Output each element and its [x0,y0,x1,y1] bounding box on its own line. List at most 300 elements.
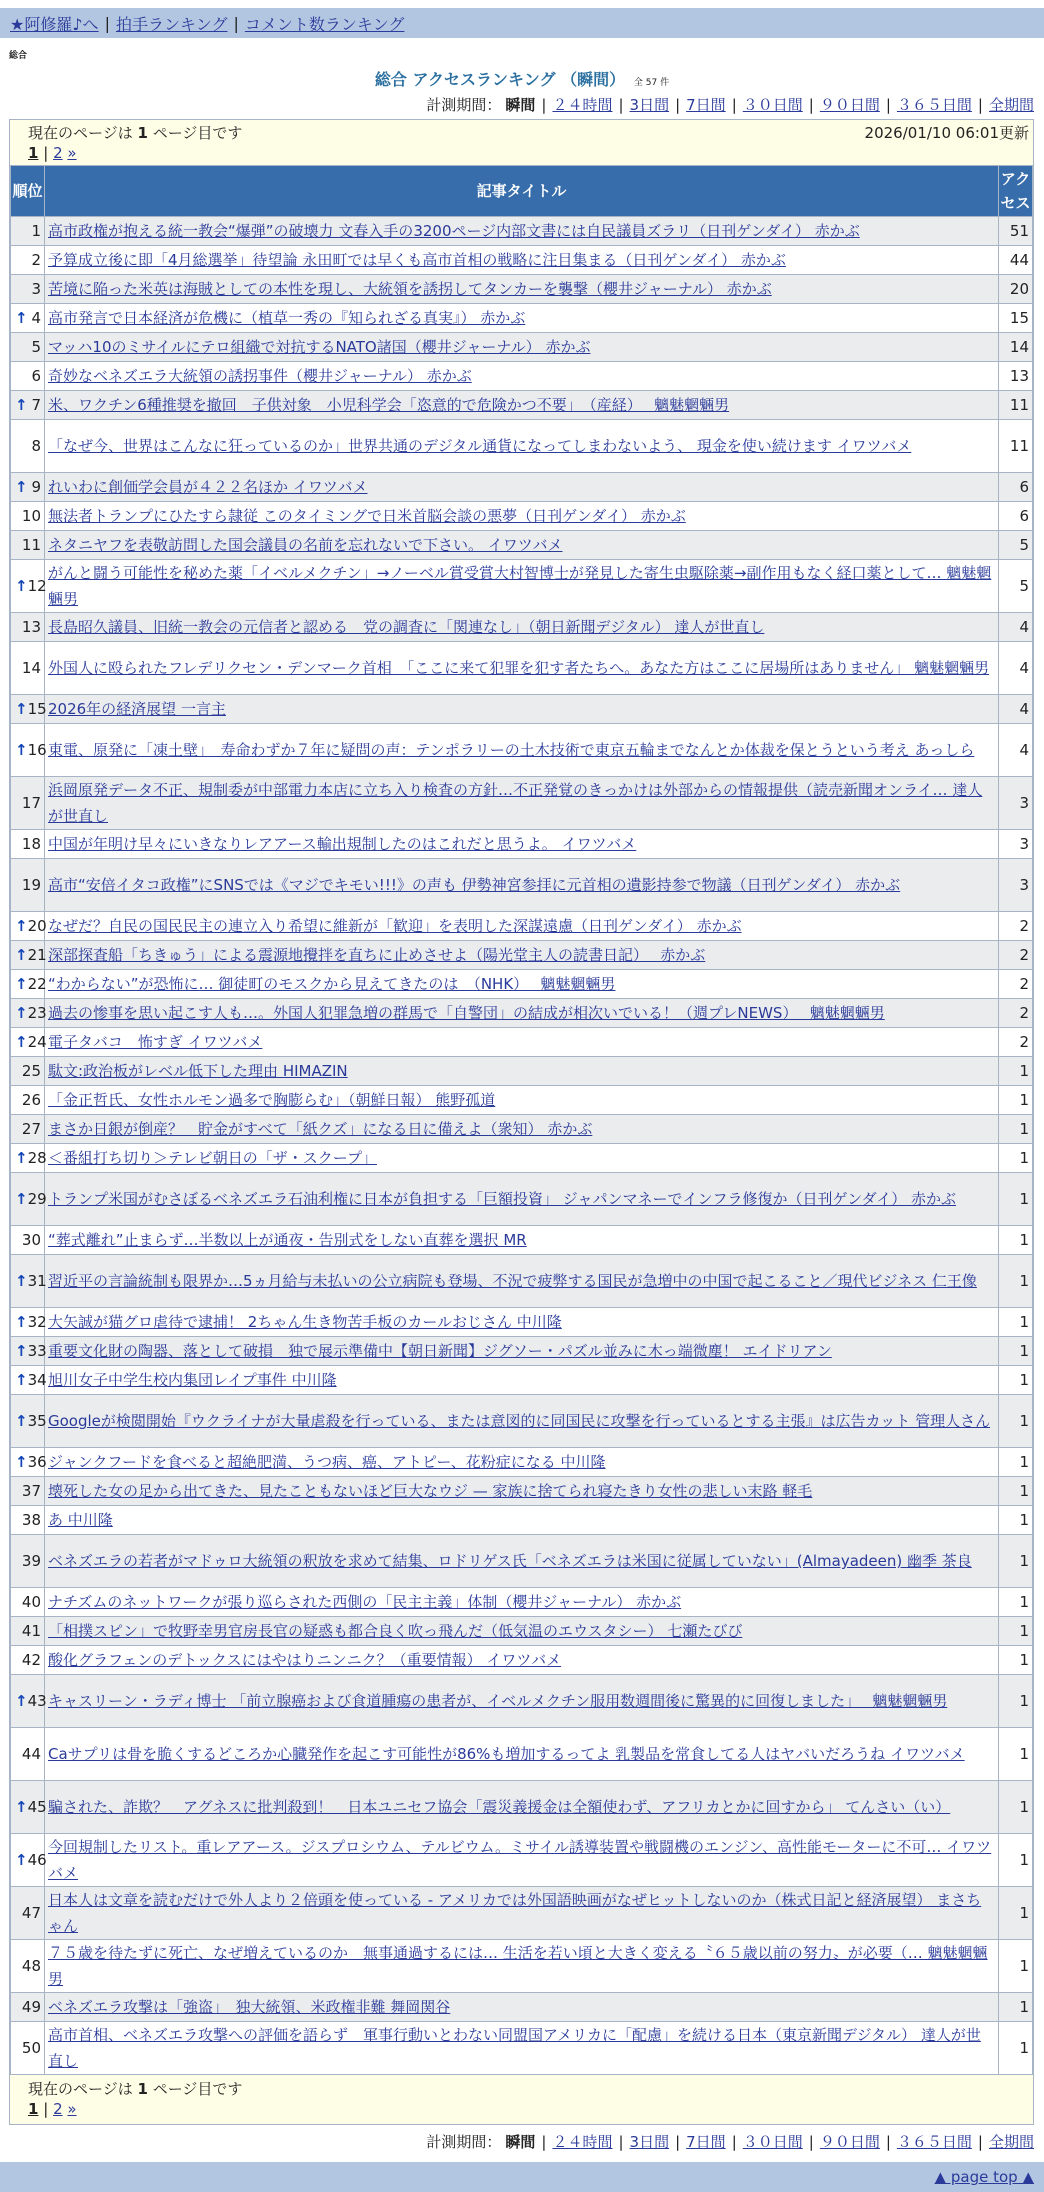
article-link[interactable]: 奇妙なベネズエラ大統領の誘拐事件（櫻井ジャーナル） 赤かぶ [48,367,472,385]
article-link[interactable]: 騙された、詐欺？ アグネスに批判殺到！ 日本ユニセフ協会「震災義援金は全額使わず、アフリカとかに回すから」 てんさい（い） [48,1798,951,1816]
rank-cell [11,304,45,333]
rank-number: 12 [27,577,47,595]
period-selector [0,94,1034,115]
table-row [11,275,1033,304]
table-row [11,1337,1033,1366]
pagination: 1 | 2 » [28,144,77,162]
section-label: 総合 [9,51,28,61]
table-row [11,1448,1033,1477]
table-row [11,941,1033,970]
rank-cell [11,333,45,362]
rank-cell [11,246,45,275]
article-link[interactable]: 無法者トランプにひたすら隷従 このタイミングで日米首脳会談の悪夢（日刊ゲンダイ） 赤かぶ [48,507,686,525]
article-link[interactable]: Caサプリは骨を脆くするどころか心臓発作を起こす可能性が86%も増加するってよ 乳製品を常食してる人はヤバいだろうね イワツバメ [48,1745,965,1763]
access-count: 2 [999,941,1033,970]
table-row [11,970,1033,999]
period-separator: | [808,96,814,114]
table-row [11,420,1033,473]
title-cell [45,970,999,999]
article-link[interactable]: ナチズムのネットワークが張り巡らされた西側の「民主主義」体制（櫻井ジャーナル） 赤かぶ [48,1593,682,1611]
period-link[interactable]: ３０日間 [742,96,803,114]
title-cell [45,304,999,333]
rank-up-arrow-icon: ↑ [15,1342,28,1360]
period-current: 瞬間 [505,96,536,114]
rank-up-arrow-icon: ↑ [15,946,28,964]
period-separator: | [977,96,983,114]
table-row [11,1588,1033,1617]
title-cell [45,1506,999,1535]
table-row [11,1646,1033,1675]
access-count: 1 [999,1588,1033,1617]
table-row [11,1940,1033,1993]
access-count: 1 [999,1144,1033,1173]
title-cell [45,1535,999,1588]
rank-number: 1 [31,222,41,240]
title-cell [45,1395,999,1448]
rank-number: 45 [27,1798,47,1816]
nav-link-comment-ranking[interactable]: コメント数ランキング [244,14,405,34]
rank-cell [11,859,45,912]
updated-timestamp: 2026/01/10 06:01更新 [864,124,1029,142]
page-current: 1 [28,144,39,162]
access-count: 44 [999,246,1033,275]
rank-number: 19 [21,876,41,894]
article-link[interactable]: 2026年の経済展望 一言主 [48,700,226,718]
title-cell [45,1448,999,1477]
rank-number: 30 [21,1231,41,1249]
rank-cell [11,1728,45,1781]
article-link[interactable]: Googleが検閲開始『ウクライナが大量虐殺を行っている、または意図的に同国民に攻撃を行っているとする主張』は広告カット 管理人さん [48,1412,991,1430]
access-count: 1 [999,1057,1033,1086]
article-link[interactable]: 高市首相、ベネズエラ攻撃への評価を語らず 軍事行動いとわない同盟国アメリカに「配慮」を続ける日本（東京新聞デジタル） 達人が世直し [48,2026,981,2070]
rank-number: 18 [21,835,41,853]
access-count: 1 [999,1255,1033,1308]
table-row [11,1115,1033,1144]
access-count: 1 [999,1115,1033,1144]
title-cell [45,1115,999,1144]
title-cell [45,1028,999,1057]
page-link-2[interactable]: 2 [53,2100,63,2118]
period-label: 計測期間： [426,96,502,114]
rank-cell [11,613,45,642]
table-row [11,531,1033,560]
rank-cell [11,912,45,941]
period-link[interactable]: 全期間 [988,2133,1034,2151]
rank-cell [11,473,45,502]
access-count: 1 [999,1535,1033,1588]
rank-number: 41 [21,1622,41,1640]
page-link-2[interactable]: 2 [53,144,63,162]
rank-number: 31 [27,1272,47,1290]
access-count: 3 [999,830,1033,859]
rank-number: 43 [27,1692,47,1710]
page-indicator: 現在のページは 1 ページ目です [28,124,243,142]
article-link[interactable]: “わからない”が恐怖に… 御徒町のモスクから見えてきたのは （NHK） 魑魅魍魎男 [48,975,616,993]
rank-number: 9 [31,478,41,496]
article-link[interactable]: 習近平の言論統制も限界か…5ヵ月給与未払いの公立病院も登場、不況で疲弊する国民が急増中の中国で起こること／現代ビジネス 仁王像 [48,1272,977,1290]
period-separator: | [675,2133,681,2151]
access-count: 1 [999,1728,1033,1781]
rank-number: 44 [21,1745,41,1763]
article-link[interactable]: 旭川女子中学生校内集団レイプ事件 中川隆 [48,1371,337,1389]
table-row [11,1395,1033,1448]
title-cell [45,1366,999,1395]
article-link[interactable]: 大矢誠が猫グロ虐待で逮捕！ 2ちゃん生き物苦手板のカールおじさん 中川隆 [48,1313,562,1331]
title-cell [45,999,999,1028]
rank-up-arrow-icon: ↑ [15,1313,28,1331]
period-selector-bottom [0,2131,1034,2152]
rank-cell [11,391,45,420]
title-cell [45,1308,999,1337]
title-cell [45,2022,999,2075]
title-cell [45,1675,999,1728]
table-row [11,1887,1033,1940]
article-link[interactable]: 「金正哲氏、女性ホルモン過多で胸膨らむ」（朝鮮日報） 熊野孤道 [48,1091,496,1109]
access-count: 11 [999,391,1033,420]
article-link[interactable]: 過去の惨事を思い起こす人も…。外国人犯罪急増の群馬で「自警団」の結成が相次いでいる！（週プレNEWS） 魑魅魍魎男 [48,1004,885,1022]
rank-number: 17 [21,794,41,812]
access-count: 4 [999,695,1033,724]
rank-cell [11,1535,45,1588]
nav-separator: | [104,13,110,33]
access-count: 4 [999,724,1033,777]
rank-number: 15 [27,700,47,718]
title-cell [45,420,999,473]
article-link[interactable]: 浜岡原発データ不正、規制委が中部電力本店に立ち入り検査の方針…不正発覚のきっかけは外部からの情報提供（読売新聞オンライ… 達人が世直し [48,781,983,825]
access-count: 5 [999,531,1033,560]
article-link[interactable]: 予算成立後に即「4月総選挙」待望論 永田町では早くも高市首相の戦略に注目集まる（日刊ゲンダイ） 赤かぶ [48,251,786,269]
rank-cell [11,830,45,859]
access-count: 5 [999,560,1033,613]
period-link[interactable]: 7日間 [686,96,726,114]
article-link[interactable]: 長島昭久議員、旧統一教会の元信者と認める 党の調査に「関連なし」（朝日新聞デジタル） 達人が世直し [48,618,765,636]
table-row [11,304,1033,333]
article-link[interactable]: 高市発言で日本経済が危機に（植草一秀の『知られざる真実』） 赤かぶ [48,309,526,327]
period-link[interactable]: ３６５日間 [896,2133,972,2151]
rank-cell [11,1086,45,1115]
title-cell [45,391,999,420]
period-separator: | [675,96,681,114]
period-separator: | [808,2133,814,2151]
rank-cell [11,1057,45,1086]
rank-up-arrow-icon: ↑ [15,1412,28,1430]
access-count: 15 [999,304,1033,333]
article-link[interactable]: 中国が年明け早々にいきなりレアアース輸出規制したのはこれだと思うよ。 イワツバメ [48,835,637,853]
period-link[interactable]: ９０日間 [819,2133,880,2151]
access-count: 14 [999,333,1033,362]
rank-number: 27 [21,1120,41,1138]
article-link[interactable]: あ 中川隆 [48,1511,113,1529]
rank-number: 32 [27,1313,47,1331]
period-link[interactable]: ３０日間 [742,2133,803,2151]
article-link[interactable]: 高市政権が抱える統一教会“爆弾”の破壊力 文春入手の3200ページ内部文書には自民議員ズラリ（日刊ゲンダイ） 赤かぶ [48,222,860,240]
ranking-container [9,119,1034,2125]
access-count: 6 [999,502,1033,531]
table-row [11,999,1033,1028]
article-link[interactable]: キャスリーン・ラディ博士 「前立腺癌および食道腫瘍の患者が、イベルメクチン服用数週間後に驚異的に回復しました」 魑魅魍魎男 [48,1692,948,1710]
rank-number: 25 [21,1062,41,1080]
header-rank: 順位 [11,166,45,217]
rank-number: 13 [21,618,41,636]
access-count: 4 [999,642,1033,695]
footer-bar [0,2162,1044,2192]
rank-number: 22 [27,975,47,993]
article-link[interactable]: ７５歳を待たずに死亡、なぜ増えているのか 無事通過するには… 生活を若い頃と大きく変える〝６５歳以前の努力〟が必要（… 魑魅魍魎男 [48,1944,988,1988]
access-count: 51 [999,217,1033,246]
ranking-title: 総合 アクセスランキング （瞬間） [374,70,626,89]
nav-separator: | [233,13,239,33]
period-separator: | [618,2133,624,2151]
rank-number: 11 [21,536,41,554]
access-count: 1 [999,1448,1033,1477]
rank-number: 50 [21,2039,41,2057]
period-separator: | [541,2133,547,2151]
table-row [11,695,1033,724]
rank-number: 46 [27,1851,47,1869]
article-link[interactable]: なぜだ？自民の国民民主の連立入り希望に維新が「歓迎」を表明した深謀遠慮（日刊ゲンダイ） 赤かぶ [48,917,742,935]
rank-up-arrow-icon: ↑ [15,975,28,993]
page-next-link[interactable]: » [67,2100,77,2118]
access-count: 1 [999,1993,1033,2022]
rank-number: 6 [31,367,41,385]
table-row [11,830,1033,859]
table-row [11,1993,1033,2022]
title-cell [45,560,999,613]
article-link[interactable]: 壊死した女の足から出てきた、見たこともないほど巨大なウジ — 家族に捨てられ寝たきり女性の悲しい末路 軽毛 [48,1482,813,1500]
period-separator: | [731,2133,737,2151]
rank-number: 26 [21,1091,41,1109]
rank-number: 14 [21,659,41,677]
rank-number: 36 [27,1453,47,1471]
table-row [11,1086,1033,1115]
rank-cell [11,724,45,777]
access-count: 1 [999,1781,1033,1834]
page-next-link[interactable]: » [67,144,77,162]
access-count: 2 [999,912,1033,941]
table-row [11,642,1033,695]
rank-number: 34 [27,1371,47,1389]
access-count: 1 [999,1395,1033,1448]
title-cell [45,1781,999,1834]
ranking-title-row [0,67,1044,90]
rank-number: 33 [27,1342,47,1360]
article-link[interactable]: 米、ワクチン6種推奨を撤回 子供対象 小児科学会「恣意的で危険かつ不要」 （産経） 魑魅魍魎男 [48,396,730,414]
table-row [11,1144,1033,1173]
period-link[interactable]: ９０日間 [819,96,880,114]
header-title: 記事タイトル [45,166,999,217]
rank-number: 42 [21,1651,41,1669]
rank-cell [11,1255,45,1308]
article-link[interactable]: 駄文:政治板がレベル低下した理由 HIMAZIN [48,1062,348,1080]
access-count: 1 [999,1617,1033,1646]
article-link[interactable]: 日本人は文章を読むだけで外人より２倍頭を使っている - アメリカでは外国語映画がなぜヒットしないのか（株式日記と経済展望） まさちゃん [48,1891,982,1935]
period-separator: | [618,96,624,114]
title-cell [45,531,999,560]
article-link[interactable]: 東電、原発に「凍土壁」 寿命わずか７年に疑問の声：テンポラリーの土木技術で東京五輪までなんとか体裁を保とうという考え あっしら [48,741,975,759]
article-link[interactable]: 「相撲スピン」で牧野幸男官房長官の疑惑も都合良く吹っ飛んだ（低気温のエウスタシー） 七瀬たびび [48,1622,743,1640]
rank-up-arrow-icon: ↑ [15,1033,28,1051]
article-link[interactable]: がんと闘う可能性を秘めた薬「イベルメクチン」→ノーベル賞受賞大村智博士が発見した寄生虫駆除薬→副作用もなく経口薬として… 魑魅魍魎男 [48,564,992,608]
rank-cell [11,217,45,246]
access-count: 20 [999,275,1033,304]
period-link[interactable]: 全期間 [988,96,1034,114]
rank-cell [11,531,45,560]
title-cell [45,1086,999,1115]
article-link[interactable]: れいわに創価学会員が４２２名ほか イワツバメ [48,478,368,496]
page-current: 1 [28,2100,39,2118]
rank-cell [11,1646,45,1675]
title-cell [45,1173,999,1226]
nav-link-applause-ranking[interactable]: 拍手ランキング [115,14,228,34]
article-link[interactable]: 「なぜ今、世界はこんなに狂っているのか」世界共通のデジタル通貨になってしまわないよう、 現金を使い続けます イワツバメ [48,437,912,455]
article-link[interactable]: マッハ10のミサイルにテロ組織で対抗するNATO諸国（櫻井ジャーナル） 赤かぶ [48,338,591,356]
table-row [11,1308,1033,1337]
access-count: 1 [999,1506,1033,1535]
article-link[interactable]: 重要文化財の陶器、落として破損 独で展示準備中【朝日新聞】ジグソー・パズル並みに木っ端微塵！ エイドリアン [48,1342,832,1360]
period-separator: | [885,96,891,114]
article-link[interactable]: ベネズエラ攻撃は「強盗」 独大統領、米政権非難 舞岡関谷 [48,1998,451,2016]
rank-number: 4 [31,309,41,327]
title-cell [45,217,999,246]
article-link[interactable]: ネタニヤフを表敬訪問した国会議員の名前を忘れないで下さい。 イワツバメ [48,536,563,554]
article-link[interactable]: 高市“安倍イタコ政権”にSNSでは《マジでキモい!!!》の声も 伊勢神宮参拝に元首相の遺影持参で物議（日刊ゲンダイ） 赤かぶ [48,876,901,894]
title-cell [45,362,999,391]
article-link[interactable]: “葬式離れ”止まらず…半数以上が通夜・告別式をしない直葬を選択 MR [48,1231,527,1249]
article-link[interactable]: まさか日銀が倒産？ 貯金がすべて「紙クズ」になる日に備えよ（衆知） 赤かぶ [48,1120,593,1138]
rank-up-arrow-icon: ↑ [15,396,28,414]
rank-cell [11,970,45,999]
title-cell [45,1057,999,1086]
title-cell [45,830,999,859]
access-count: 3 [999,777,1033,830]
period-separator: | [977,2133,983,2151]
rank-number: 24 [27,1033,47,1051]
table-row [11,724,1033,777]
article-link[interactable]: トランプ米国がむさぼるベネズエラ石油利権に日本が負担する「巨額投資」 ジャパンマネーでインフラ修復か（日刊ゲンダイ） 赤かぶ [48,1190,957,1208]
rank-number: 3 [31,280,41,298]
article-link[interactable]: 今回規制したリスト。重レアアース。ジスプロシウム、テルビウム。ミサイル誘導装置や戦闘機のエンジン、高性能モーターに不可… イワツバメ [48,1838,992,1882]
access-count: 1 [999,1308,1033,1337]
rank-cell [11,1675,45,1728]
access-count: 1 [999,1226,1033,1255]
article-link[interactable]: ジャンクフードを食べると超絶肥満、うつ病、癌、アトピー、花粉症になる 中川隆 [48,1453,606,1471]
article-link[interactable]: 酸化グラフェンのデトックスにはやはりニンニク？（重要情報） イワツバメ [48,1651,562,1669]
rank-number: 10 [21,507,41,525]
article-link[interactable]: ベネズエラの若者がマドゥロ大統領の釈放を求めて結集、ロドリゲス氏「ベネズエラは米国に従属していない」(Almayadeen) 幽季 茶良 [48,1552,972,1570]
table-row [11,1728,1033,1781]
period-link[interactable]: 3日間 [629,96,670,114]
access-count: 1 [999,1086,1033,1115]
article-link[interactable]: ＜番組打ち切り＞テレビ朝日の「ザ・スクープ」 [48,1149,377,1167]
nav-link-home[interactable]: ★阿修羅♪へ [10,14,99,34]
rank-up-arrow-icon: ↑ [15,1453,28,1471]
rank-cell [11,1448,45,1477]
rank-number: 35 [27,1412,47,1430]
rank-cell [11,1144,45,1173]
table-row [11,1506,1033,1535]
title-cell [45,1588,999,1617]
table-row [11,1834,1033,1887]
rank-number: 8 [31,437,41,455]
title-cell [45,1337,999,1366]
rank-cell [11,1506,45,1535]
table-row [11,859,1033,912]
rank-cell [11,1337,45,1366]
rank-number: 29 [27,1190,47,1208]
title-cell [45,1940,999,1993]
table-row [11,1477,1033,1506]
table-row [11,912,1033,941]
period-link[interactable]: ２４時間 [552,2133,613,2151]
access-count: 1 [999,1940,1033,1993]
table-row [11,473,1033,502]
title-cell [45,333,999,362]
period-link[interactable]: 7日間 [686,2133,726,2151]
rank-up-arrow-icon: ↑ [15,741,28,759]
ranking-table [10,165,1033,2075]
rank-number: 21 [27,946,47,964]
rank-up-arrow-icon: ↑ [15,309,28,327]
access-count: 1 [999,1646,1033,1675]
period-link[interactable]: ３６５日間 [896,96,972,114]
title-cell [45,1255,999,1308]
access-count: 1 [999,1675,1033,1728]
access-count: 3 [999,859,1033,912]
article-link[interactable]: 苦境に陥った米英は海賊としての本性を現し、大統領を誘拐してタンカーを襲撃（櫻井ジャーナル） 赤かぶ [48,280,772,298]
rank-cell [11,1993,45,2022]
table-row [11,613,1033,642]
rank-cell [11,999,45,1028]
top-nav-bar [0,8,1044,38]
access-count: 1 [999,1173,1033,1226]
article-link[interactable]: 外国人に殴られたフレデリクセン・デンマーク首相 「ここに来て犯罪を犯す者たちへ。あなた方はここに居場所はありません」 魑魅魍魎男 [48,659,990,677]
table-row [11,217,1033,246]
title-cell [45,941,999,970]
rank-cell [11,1617,45,1646]
rank-cell [11,420,45,473]
period-separator: | [731,96,737,114]
rank-cell [11,941,45,970]
period-link[interactable]: 3日間 [629,2133,670,2151]
rank-cell [11,275,45,304]
period-separator: | [885,2133,891,2151]
rank-cell [11,1028,45,1057]
table-row [11,2022,1033,2075]
title-cell [45,642,999,695]
rank-cell [11,362,45,391]
rank-cell [11,1588,45,1617]
article-link[interactable]: 深部探査船「ちきゅう」による震源地攪拌を直ちに止めさせよ（陽光堂主人の読書日記） 赤かぶ [48,946,706,964]
period-current: 瞬間 [505,2133,536,2151]
table-row [11,333,1033,362]
table-row [11,362,1033,391]
rank-up-arrow-icon: ↑ [15,917,28,935]
period-link[interactable]: ２４時間 [552,96,613,114]
page-info-box-bottom [10,2075,1033,2124]
pagination: 1 | 2 » [28,2100,77,2118]
rank-cell [11,1173,45,1226]
access-count: 1 [999,1834,1033,1887]
rank-up-arrow-icon: ↑ [15,577,28,595]
rank-cell [11,1226,45,1255]
table-row [11,1617,1033,1646]
rank-up-arrow-icon: ↑ [15,1272,28,1290]
article-link[interactable]: 電子タバコ 怖すぎ イワツバメ [48,1033,263,1051]
rank-number: 47 [21,1904,41,1922]
page-top-link[interactable]: ▲ page top ▲ [934,2168,1034,2186]
access-count: 1 [999,1477,1033,1506]
header-count: アクセス [999,166,1033,217]
